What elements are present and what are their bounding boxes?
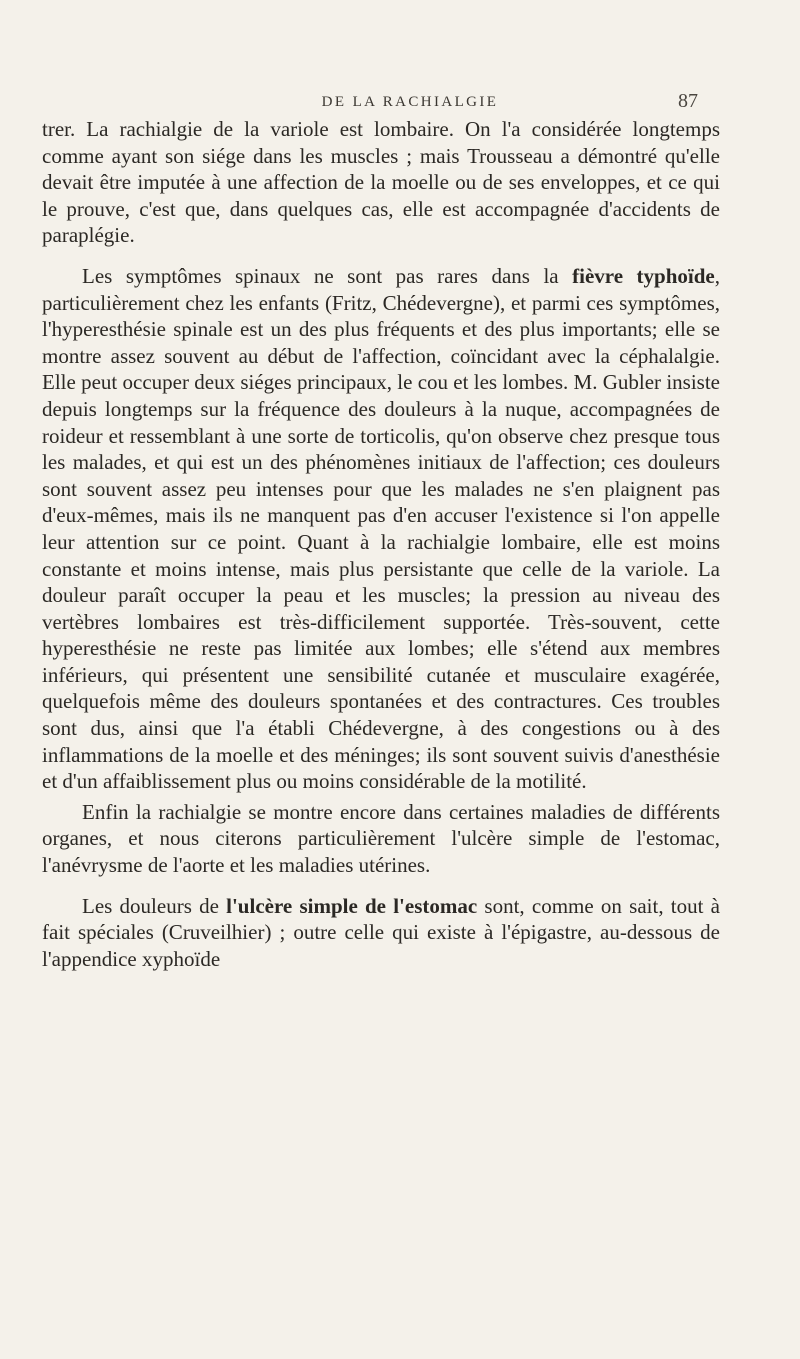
paragraph-gap xyxy=(42,879,720,893)
paragraph-fievre-typhoide-body: , particulièrement chez les enfants (Fritz, Chédevergne), et parmi ces symptômes, l'hyperesthésie spinale est un des plus fréquents et des plus importants; elle se montre assez souvent au début de l'affection, coïncidant avec la céphalalgie. Elle peut occuper deux siéges principaux, le cou et les lombes. M. Gubler insiste depuis longtemps sur la fréquence des douleurs à la nuque, accompagnées de roideur et ressemblant à une sorte de torticolis, qu'on observe chez presque tous les malades, et qui est un des phénomènes initiaux de l'affection; ces douleurs sont souvent assez peu intenses pour que les malades ne s'en plaignent pas d'eux-mêmes, mais ils ne manquent pas d'en accuser l'existence si l'on appelle leur attention sur ce point. Quant à la rachialgie lombaire, elle est moins constante et moins intense, mais plus persistante que celle de la variole. La douleur paraît occuper la peau et les muscles; la pression au niveau des vertèbres lombaires est très-difficilement supportée. Très-souvent, cette hyperesthésie ne reste pas limitée aux lombes; elle s'étend aux membres inférieurs, qui présentent une sensibilité cutanée et musculaire exagérée, quelquefois même des douleurs spontanées et des contractures. Ces troubles sont dus, ainsi que l'a établi Chédevergne, à des congestions ou à des inflammations de la moelle et des méninges; ils sont souvent suivis d'anesthésie et d'un affaiblissement plus ou moins considérable de la motilité. xyxy=(42,263,720,794)
paragraph-variole: trer. La rachialgie de la variole est lombaire. On l'a considérée longtemps comme ayant son siége dans les muscles ; mais Trousseau a démontré qu'elle devait être imputée à une affection de la moelle ou de ses enveloppes, et ce qui le prouve, c'est que, dans quelques cas, elle est accompagnée d'accidents de paraplégie. xyxy=(42,117,720,248)
page-number: 87 xyxy=(678,90,698,112)
paragraph-fievre-typhoide-intro: Les symptômes spinaux ne sont pas rares dans la xyxy=(82,263,573,288)
term-ulcere-estomac: l'ulcère simple de l'estomac xyxy=(226,893,478,918)
running-title: DE LA RACHIALGIE xyxy=(321,94,499,110)
paragraph-autres-maladies: Enfin la rachialgie se montre encore dans certaines maladies de différents organes, et nous citerons particulièrement l'ulcère simple de l'estomac, l'anévrysme de l'aorte et les maladies utérines. xyxy=(42,799,720,878)
body-text xyxy=(42,116,720,972)
paragraph-ulcere-body: sont, comme on sait, tout à fait spéciales (Cruveilhier) ; outre celle qui existe à l'épigastre, au-dessous de l'appendice xyphoïde xyxy=(42,893,721,971)
paragraph-ulcere-intro: Les douleurs de xyxy=(82,893,227,918)
paragraph-fievre-typhoide xyxy=(42,263,720,795)
paragraph-ulcere xyxy=(42,893,720,973)
paragraph-gap xyxy=(42,249,720,263)
term-fievre-typhoide: fièvre typhoïde xyxy=(572,263,715,288)
